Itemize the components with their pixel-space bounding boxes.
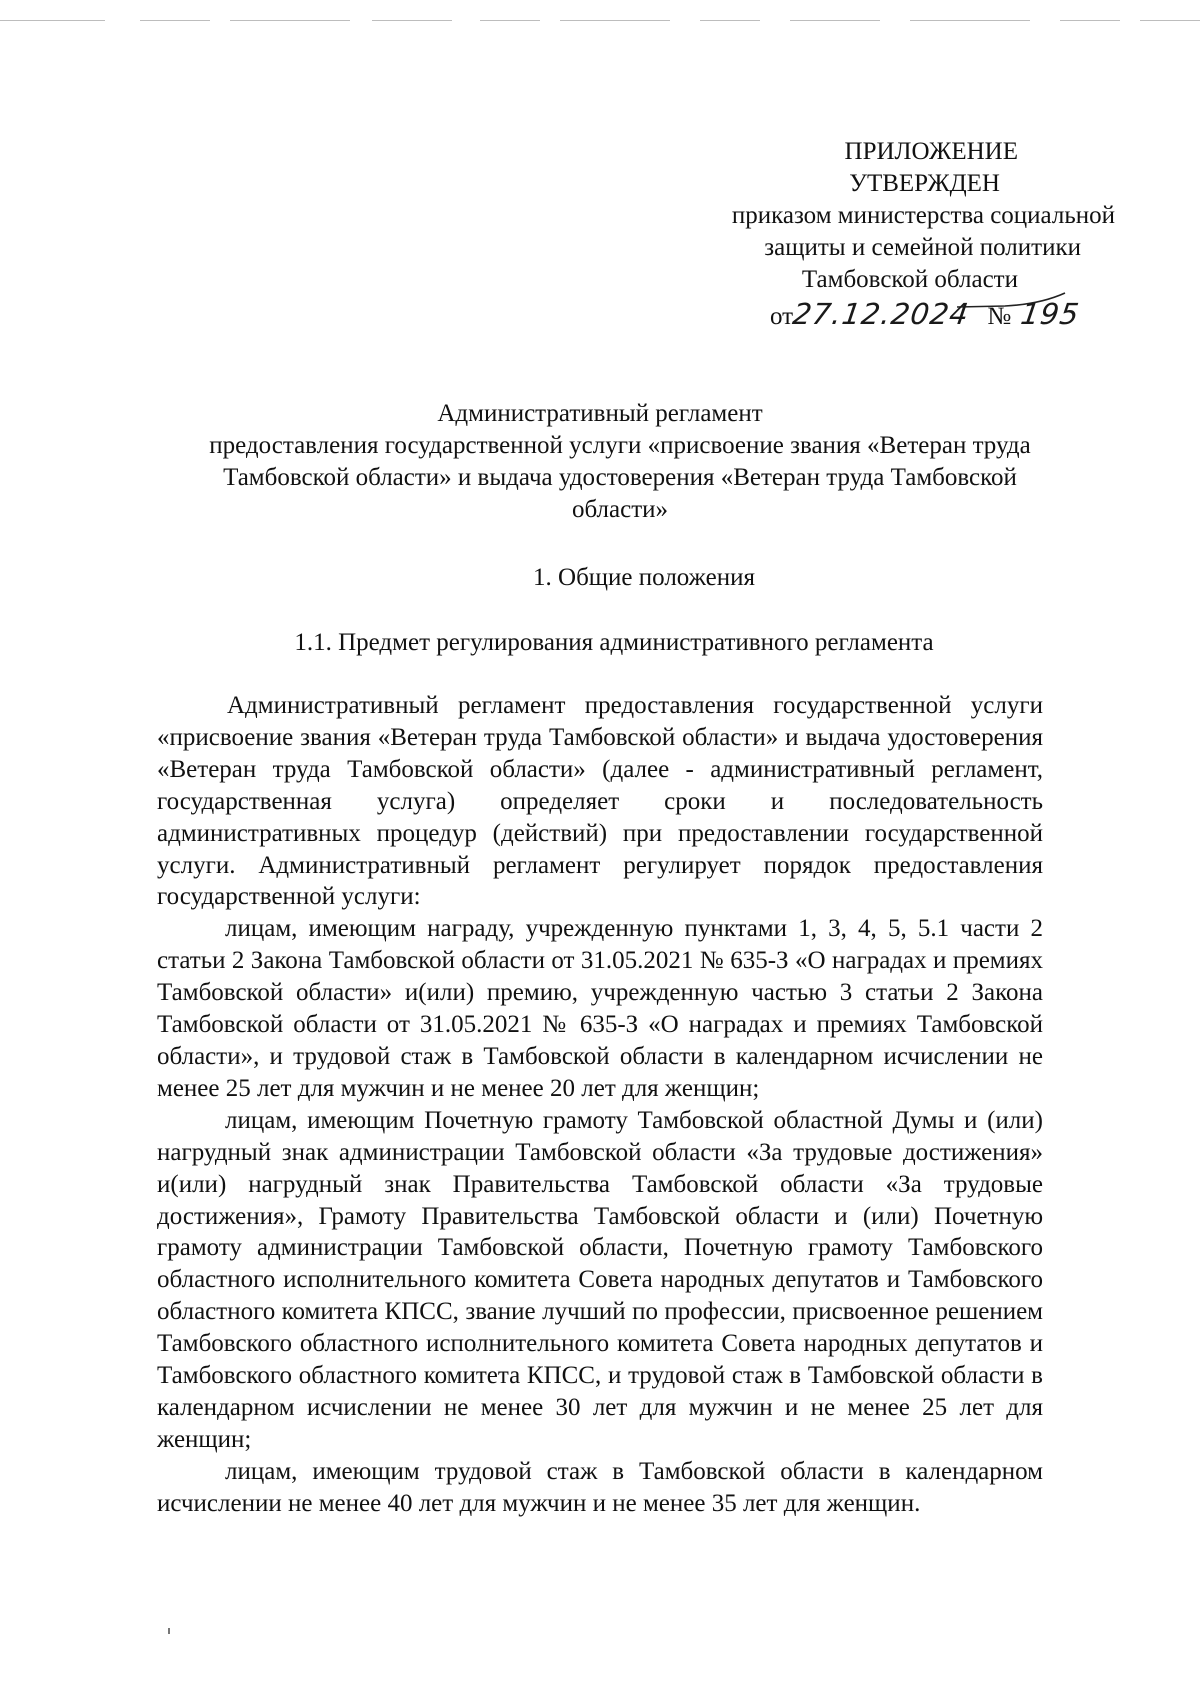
section-heading-subject: 1.1. Предмет регулирования административного регламента: [294, 629, 934, 656]
scan-speck: [168, 1628, 170, 1634]
paragraph-4: лицам, имеющим трудовой стаж в Тамбовской области в календарном исчислении не менее 40 лет для мужчин и не менее 35 лет для женщин.: [157, 1457, 1043, 1517]
from-label: от: [770, 303, 794, 330]
title-line-2: предоставления государственной услуги «присвоение звания «Ветеран труда Тамбовской области» и выдача удостоверения «Ветеран труда Тамбовской области»: [209, 432, 1031, 523]
handwritten-number: 195: [1018, 297, 1083, 331]
section-heading-general: 1. Общие положения: [533, 564, 755, 591]
scan-edge-marks: [0, 20, 1200, 24]
appendix-heading: ПРИЛОЖЕНИЕ: [844, 138, 1018, 165]
approved-heading: УТВЕРЖДЕН: [849, 170, 1000, 197]
title-line-1: Административный регламент: [437, 400, 763, 427]
approval-line-3: Тамбовской области: [801, 266, 1018, 293]
approval-block: [615, 136, 1115, 296]
paragraph-1: Административный регламент предоставления государственной услуги «присвоение звания «Ветеран труда Тамбовской области» и выдача удостоверения «Ветеран труда Тамбовской области» (далее - административный регламент, государственная услуга) определяет сроки и последовательность административных процедур (действий) при предоставлении государственной услуги. Административный регламент регулирует порядок предоставления государственной услуги:: [157, 692, 1043, 911]
document-body: [157, 690, 1043, 1520]
document-title: [160, 398, 1040, 526]
approval-line-2: защиты и семейной политики: [764, 234, 1081, 261]
number-label: №: [987, 303, 1012, 330]
order-date-number: [770, 297, 1083, 337]
paragraph-2: лицам, имеющим награду, учрежденную пунктами 1, 3, 4, 5, 5.1 части 2 статьи 2 Закона Тамбовской области от 31.05.2021 № 635-З «О наградах и премиях Тамбовской области» и(или) премию, учрежденную частью 3 статьи 2 Закона Тамбовской области от 31.05.2021 № 635-З «О наградах и премиях Тамбовской области», и трудовой стаж в Тамбовской области в календарном исчислении не менее 25 лет для мужчин и не менее 20 лет для женщин;: [157, 915, 1043, 1102]
paragraph-3: лицам, имеющим Почетную грамоту Тамбовской областной Думы и (или) нагрудный знак администрации Тамбовской области «За трудовые достижения» и(или) нагрудный знак Правительства Тамбовской области «За трудовые достижения», Грамоту Правительства Тамбовской области и (или) Почетную грамоту администрации Тамбовской области, Почетную грамоту Тамбовского областного исполнительного комитета Совета народных депутатов и Тамбовского областного комитета КПСС, звание лучший по профессии, присвоенное решением Тамбовского областного исполнительного комитета Совета народных депутатов и Тамбовского областного комитета КПСС, и трудовой стаж в Тамбовской области в календарном исчислении не менее 30 лет для мужчин и не менее 25 лет для женщин;: [157, 1106, 1043, 1453]
handwritten-date: 27.12.2024: [790, 297, 972, 331]
approval-line-1: приказом министерства социальной: [731, 202, 1115, 229]
